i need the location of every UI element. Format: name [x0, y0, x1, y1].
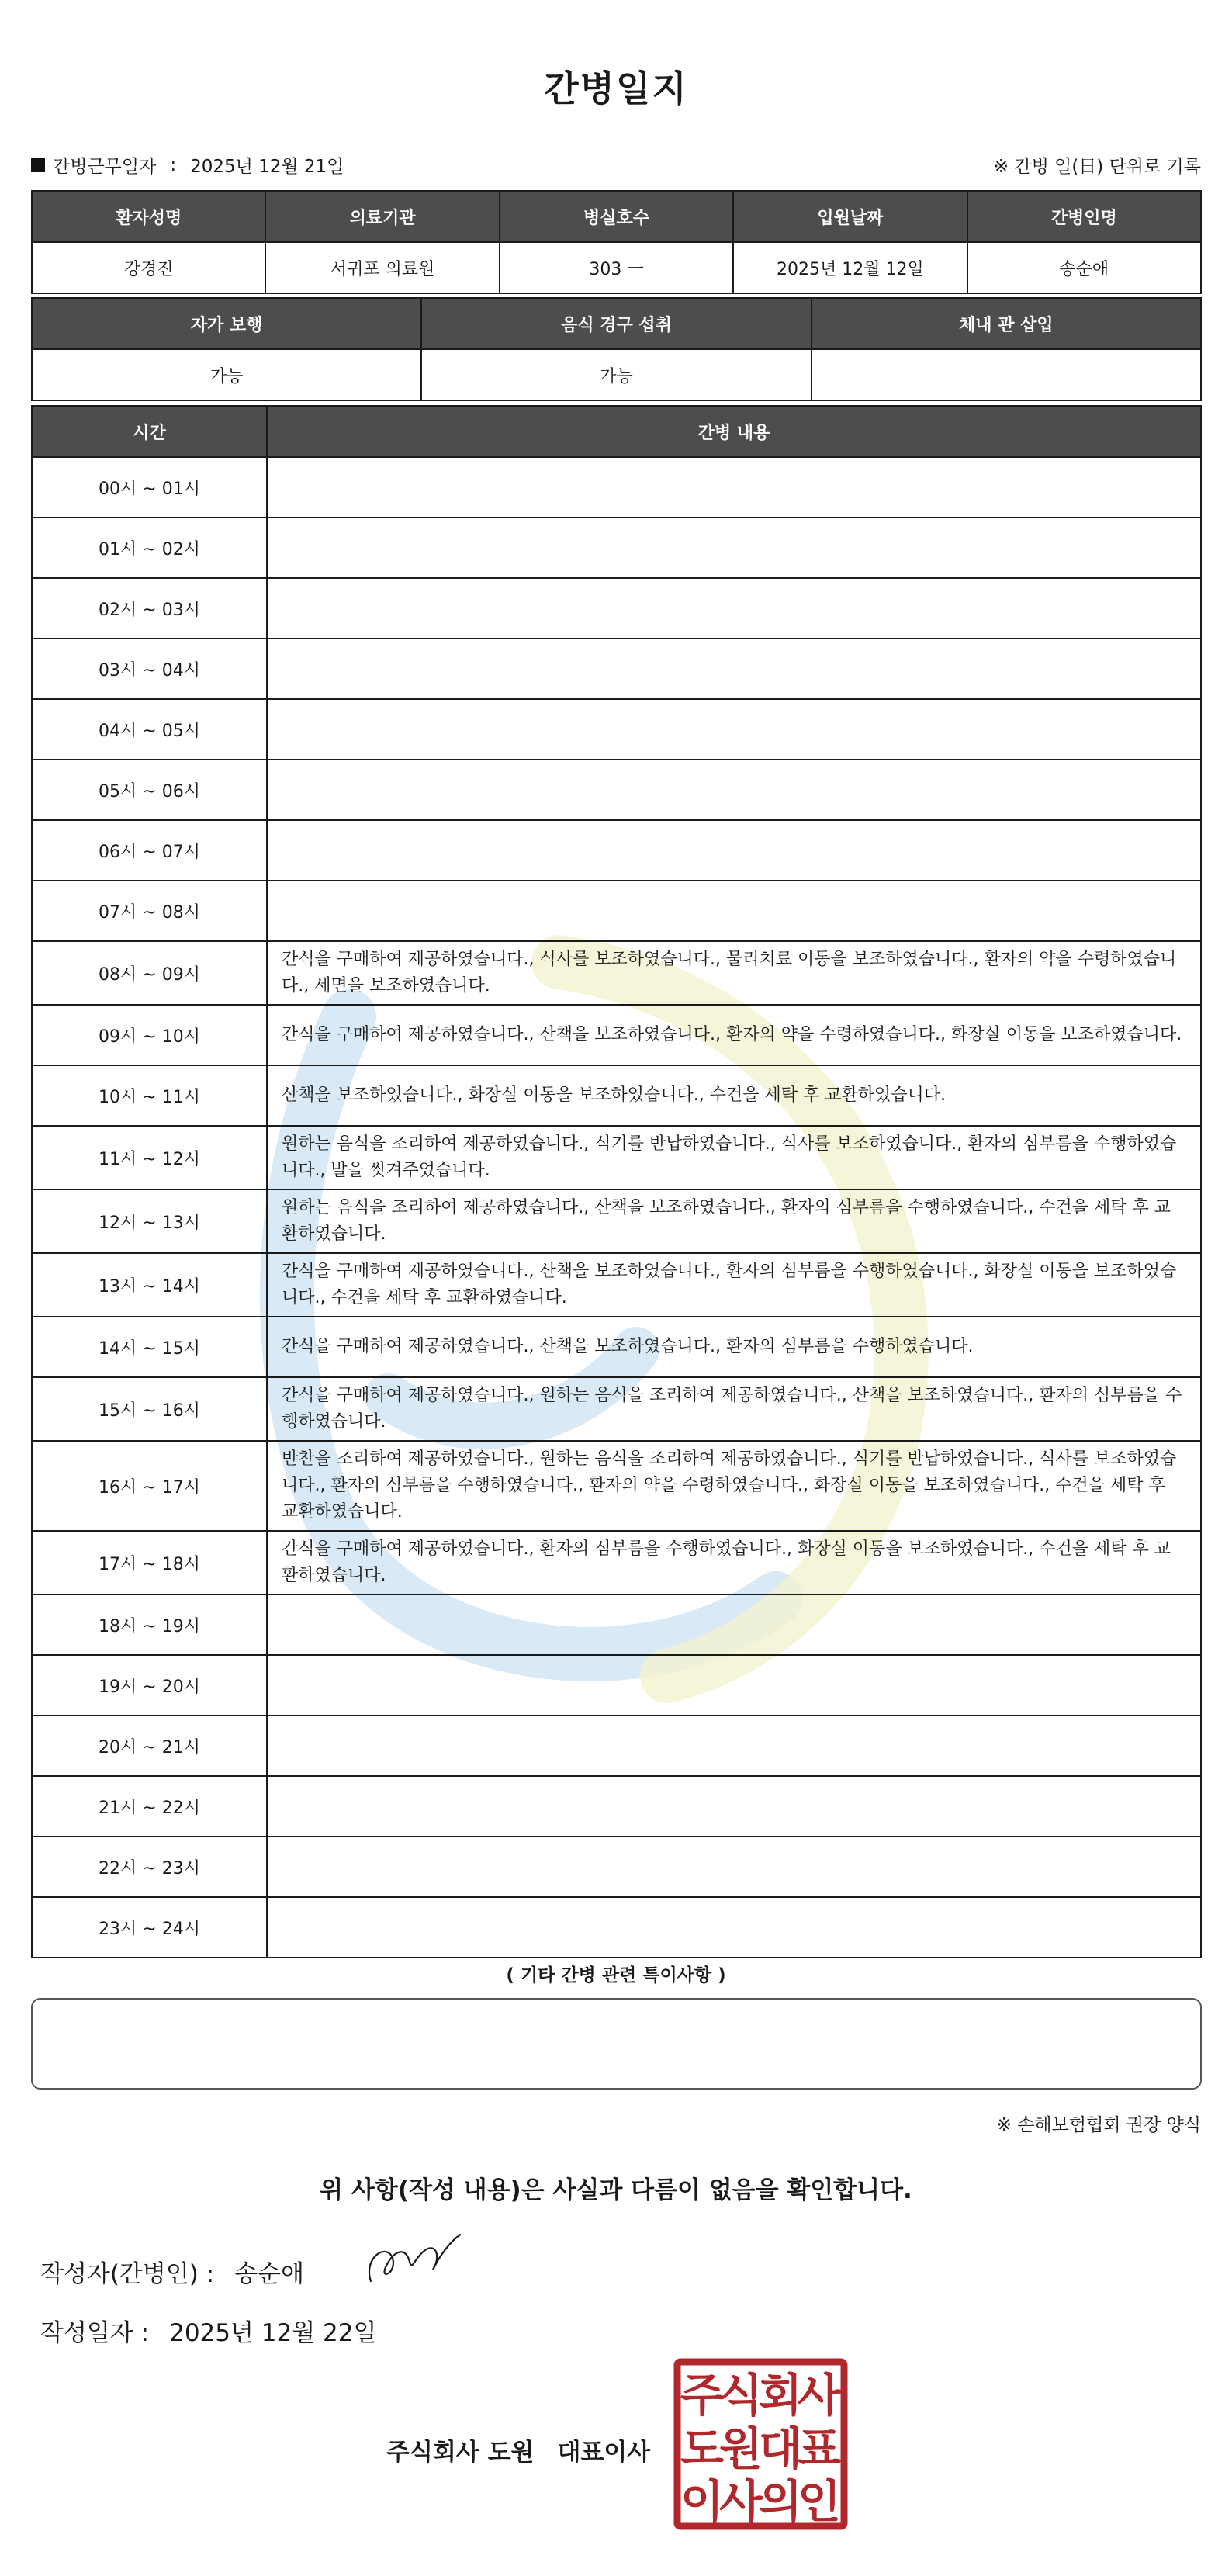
time-slot: 10시 ~ 11시 [32, 1065, 267, 1126]
document-title: 간병일지 [544, 68, 688, 109]
care-log-table [31, 405, 1202, 1958]
header-care-content: 간병 내용 [267, 406, 1201, 457]
oral-intake-value: 가능 [421, 349, 811, 400]
confirmation-statement: 위 사항(작성 내용)은 사실과 다름이 없음을 확인합니다. [320, 2176, 912, 2204]
handwritten-signature [363, 2227, 464, 2289]
svg-text:도: 도 [680, 2422, 725, 2475]
patient-status-table [31, 297, 1202, 401]
time-slot: 04시 ~ 05시 [32, 699, 267, 760]
care-content [267, 1655, 1201, 1716]
header-caregiver-name: 간병인명 [967, 191, 1201, 242]
svg-text:사: 사 [718, 2475, 763, 2528]
care-content: 산책을 보조하였습니다., 화장실 이동을 보조하였습니다., 수건을 세탁 후 교환하였습니다. [267, 1065, 1201, 1126]
care-content: 반찬을 조리하여 제공하였습니다., 원하는 음식을 조리하여 제공하였습니다., 식기를 반납하였습니다., 식사를 보조하였습니다., 환자의 심부름을 수행하였습니다., 환자의 약을 수령하였습니다., 화장실 이동을 보조하였습니다., 수건을 세탁 후 교환하였습니다. [267, 1441, 1201, 1531]
header-time: 시간 [32, 406, 267, 457]
care-content: 간식을 구매하여 제공하였습니다., 산책을 보조하였습니다., 환자의 약을 수령하였습니다., 화장실 이동을 보조하였습니다. [267, 1005, 1201, 1065]
table-row [32, 1655, 1201, 1716]
status-header-row [32, 298, 1201, 349]
table-row [32, 1594, 1201, 1655]
care-content: 간식을 구매하여 제공하였습니다., 환자의 심부름을 수행하였습니다., 화장실 이동을 보조하였습니다., 수건을 세탁 후 교환하였습니다. [267, 1531, 1201, 1594]
writer-label: 작성자(간병인) : [40, 2260, 215, 2288]
time-slot: 21시 ~ 22시 [32, 1776, 267, 1837]
care-content [267, 1716, 1201, 1776]
header-self-walking: 자가 보행 [32, 298, 421, 349]
tube-insertion-value [812, 349, 1201, 400]
written-date-value: 2025년 12월 22일 [169, 2319, 377, 2347]
header-patient-name: 환자성명 [32, 191, 265, 242]
table-row [32, 1126, 1201, 1189]
table-row [32, 1716, 1201, 1776]
header-institution: 의료기관 [265, 191, 499, 242]
time-slot: 08시 ~ 09시 [32, 941, 267, 1005]
care-content [267, 1776, 1201, 1837]
log-header-row [32, 406, 1201, 457]
care-content [267, 820, 1201, 881]
header-room-number: 병실호수 [500, 191, 733, 242]
time-slot: 19시 ~ 20시 [32, 1655, 267, 1716]
self-walking-value: 가능 [32, 349, 421, 400]
table-row [32, 1837, 1201, 1897]
svg-text:인: 인 [797, 2475, 842, 2528]
table-row [32, 1253, 1201, 1317]
svg-text:주: 주 [680, 2369, 725, 2422]
format-note: ※ 손해보험협회 권장 양식 [996, 2115, 1201, 2135]
svg-text:대: 대 [758, 2422, 803, 2475]
patient-name: 강경진 [32, 242, 265, 293]
time-slot: 01시 ~ 02시 [32, 518, 267, 578]
table-row [32, 639, 1201, 699]
table-row [32, 578, 1201, 639]
written-date-label: 작성일자 : [40, 2319, 150, 2347]
care-content [267, 639, 1201, 699]
status-value-row [32, 349, 1201, 400]
time-slot: 00시 ~ 01시 [32, 457, 267, 518]
writer-name: 송순애 [234, 2260, 305, 2288]
time-slot: 06시 ~ 07시 [32, 820, 267, 881]
work-date-line [31, 152, 344, 178]
time-slot: 18시 ~ 19시 [32, 1594, 267, 1655]
table-row [32, 941, 1201, 1005]
time-slot: 12시 ~ 13시 [32, 1189, 267, 1253]
table-row [32, 881, 1201, 941]
svg-text:의: 의 [758, 2475, 803, 2528]
header-tube-insertion: 체내 관 삽입 [812, 298, 1201, 349]
company-role: 대표이사 [557, 2439, 651, 2467]
care-content [267, 699, 1201, 760]
table-row [32, 1377, 1201, 1441]
record-unit-note: ※ 간병 일(日) 단위로 기록 [993, 157, 1201, 177]
svg-text:이: 이 [680, 2475, 725, 2528]
care-content [267, 1837, 1201, 1897]
table-row [32, 1189, 1201, 1253]
writer-line [40, 2254, 304, 2289]
time-slot: 02시 ~ 03시 [32, 578, 267, 639]
admission-date: 2025년 12월 12일 [733, 242, 967, 293]
time-slot: 09시 ~ 10시 [32, 1005, 267, 1065]
institution: 서귀포 의료원 [265, 242, 499, 293]
table-row [32, 699, 1201, 760]
work-date-separator: : [170, 154, 177, 175]
remarks-title: ( 기타 간병 관련 특이사항 ) [506, 1965, 726, 1986]
time-slot: 22시 ~ 23시 [32, 1837, 267, 1897]
caregiver-name: 송순애 [967, 242, 1201, 293]
time-slot: 03시 ~ 04시 [32, 639, 267, 699]
care-content: 원하는 음식을 조리하여 제공하였습니다., 식기를 반납하였습니다., 식사를 보조하였습니다., 환자의 심부름을 수행하였습니다., 발을 씻겨주었습니다. [267, 1126, 1201, 1189]
time-slot: 14시 ~ 15시 [32, 1317, 267, 1377]
care-content [267, 1897, 1201, 1958]
time-slot: 20시 ~ 21시 [32, 1716, 267, 1776]
time-slot: 05시 ~ 06시 [32, 760, 267, 820]
table-row [32, 820, 1201, 881]
svg-text:회: 회 [758, 2369, 803, 2422]
svg-text:원: 원 [718, 2422, 763, 2475]
table-row [32, 1776, 1201, 1837]
table-row [32, 1317, 1201, 1377]
table-row [32, 1441, 1201, 1531]
header-admission-date: 입원날짜 [733, 191, 967, 242]
info-header-row [32, 191, 1201, 242]
care-content [267, 1594, 1201, 1655]
care-content: 간식을 구매하여 제공하였습니다., 산책을 보조하였습니다., 환자의 심부름을 수행하였습니다. [267, 1317, 1201, 1377]
care-content: 원하는 음식을 조리하여 제공하였습니다., 산책을 보조하였습니다., 환자의 심부름을 수행하였습니다., 수건을 세탁 후 교환하였습니다. [267, 1189, 1201, 1253]
written-date-line [40, 2313, 376, 2348]
table-row [32, 1005, 1201, 1065]
remarks-box [31, 1998, 1202, 2090]
care-content: 간식을 구매하여 제공하였습니다., 원하는 음식을 조리하여 제공하였습니다., 산책을 보조하였습니다., 환자의 심부름을 수행하였습니다. [267, 1377, 1201, 1441]
work-date-label: 간병근무일자 [53, 157, 157, 177]
room-number: 303 ㅡ [500, 242, 733, 293]
company-seal-stamp [673, 2358, 848, 2530]
bullet-square-icon [31, 158, 45, 172]
svg-text:표: 표 [797, 2422, 842, 2475]
care-content [267, 578, 1201, 639]
table-row [32, 457, 1201, 518]
info-value-row [32, 242, 1201, 293]
time-slot: 23시 ~ 24시 [32, 1897, 267, 1958]
care-content [267, 760, 1201, 820]
time-slot: 07시 ~ 08시 [32, 881, 267, 941]
table-row [32, 1065, 1201, 1126]
table-row [32, 518, 1201, 578]
svg-text:식: 식 [718, 2369, 763, 2422]
company-line [386, 2432, 650, 2467]
table-row [32, 760, 1201, 820]
care-content: 간식을 구매하여 제공하였습니다., 식사를 보조하였습니다., 물리치료 이동을 보조하였습니다., 환자의 약을 수령하였습니다., 세면을 보조하였습니다. [267, 941, 1201, 1005]
header-oral-intake: 음식 경구 섭취 [421, 298, 811, 349]
care-content [267, 518, 1201, 578]
svg-text:사: 사 [797, 2369, 842, 2422]
table-row [32, 1531, 1201, 1594]
patient-info-table [31, 190, 1202, 294]
time-slot: 13시 ~ 14시 [32, 1253, 267, 1317]
care-content [267, 457, 1201, 518]
time-slot: 15시 ~ 16시 [32, 1377, 267, 1441]
time-slot: 11시 ~ 12시 [32, 1126, 267, 1189]
time-slot: 17시 ~ 18시 [32, 1531, 267, 1594]
time-slot: 16시 ~ 17시 [32, 1441, 267, 1531]
table-row [32, 1897, 1201, 1958]
company-name: 주식회사 도원 [386, 2439, 535, 2467]
care-content: 간식을 구매하여 제공하였습니다., 산책을 보조하였습니다., 환자의 심부름을 수행하였습니다., 화장실 이동을 보조하였습니다., 수건을 세탁 후 교환하였습니다. [267, 1253, 1201, 1317]
work-date-value: 2025년 12월 21일 [190, 157, 344, 177]
care-content [267, 881, 1201, 941]
